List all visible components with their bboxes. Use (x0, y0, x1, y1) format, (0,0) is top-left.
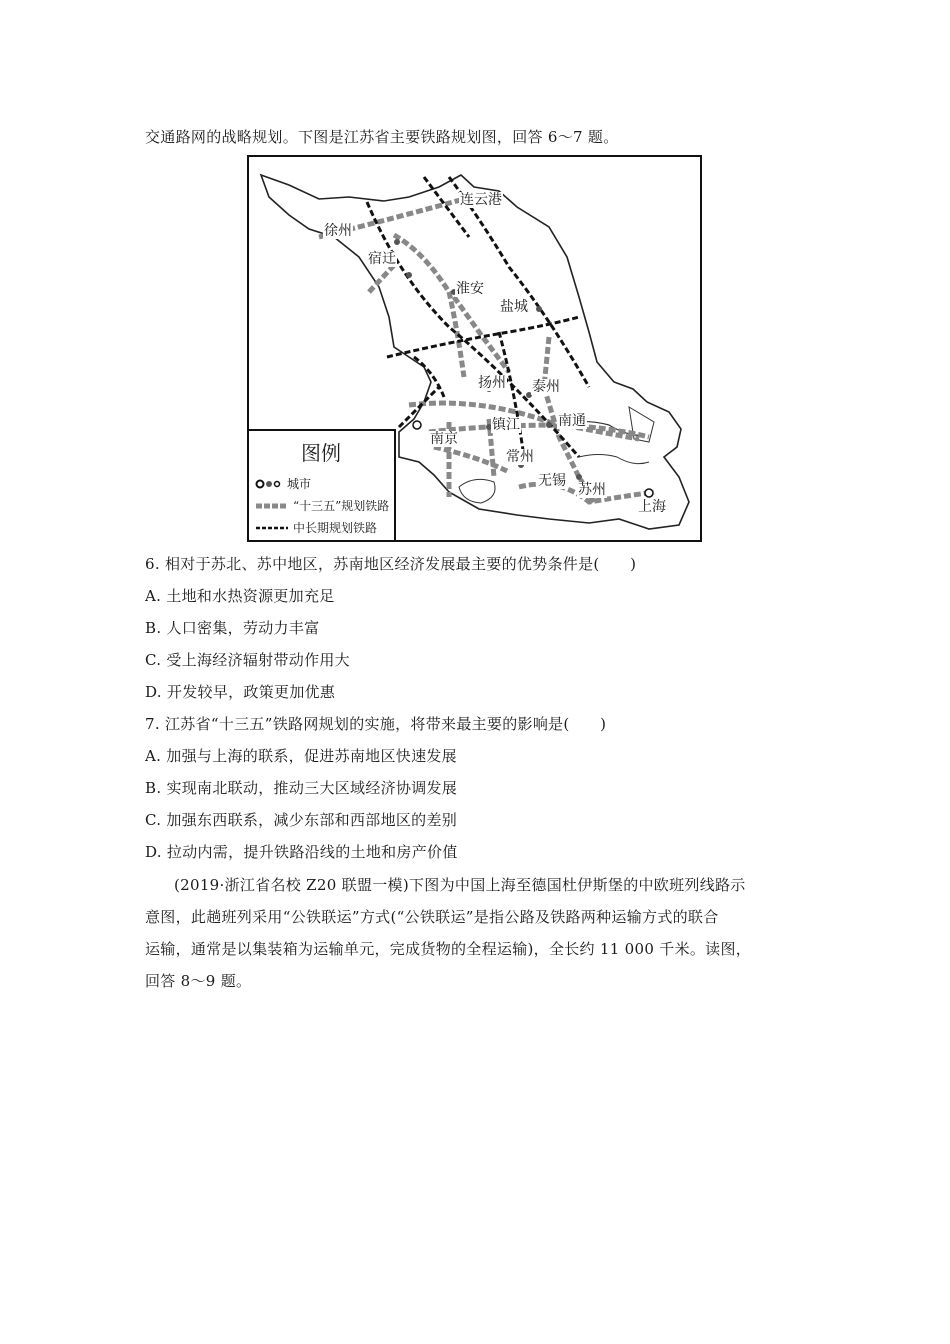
city-wuxi: 无锡 (538, 473, 566, 489)
city-symbol-icon (255, 479, 283, 489)
city-suzhou: 苏州 (578, 482, 606, 498)
city-zhenjiang: 镇江 (492, 417, 520, 433)
city-taizhou: 泰州 (532, 379, 560, 395)
passage-line-2: 意图，此趟班列采用“公铁联运”方式(“公铁联运”是指公路及铁路两种运输方式的联合 (145, 908, 719, 926)
city-shanghai: 上海 (638, 499, 666, 515)
legend-plan-135-label: “十三五”规划铁路 (293, 499, 390, 513)
city-lianyungang: 连云港 (460, 192, 502, 208)
grey-rail-line-icon (255, 501, 289, 511)
black-dashed-line-icon (255, 523, 289, 533)
city-suqian: 宿迁 (368, 251, 396, 267)
legend-long-term-label: 中长期规划铁路 (293, 521, 378, 535)
city-xuzhou: 徐州 (324, 223, 352, 239)
city-yancheng: 盐城 (500, 299, 528, 315)
question-7-option-d: D. 拉动内需，提升铁路沿线的土地和房产价值 (145, 843, 458, 861)
question-7-option-b: B. 实现南北联动，推动三大区域经济协调发展 (145, 779, 458, 797)
question-7-stem: 7. 江苏省“十三五”铁路网规划的实施，将带来最主要的影响是( ) (145, 715, 607, 733)
legend-plan-135 (255, 497, 389, 514)
passage-line-4: 回答 8～9 题。 (145, 972, 252, 990)
legend-title: 图例 (301, 441, 341, 465)
passage-line-3: 运输，通常是以集装箱为运输单元，完成货物的全程运输)，全长约 11 000 千米。读图， (145, 940, 752, 958)
question-6-option-d: D. 开发较早，政策更加优惠 (145, 683, 336, 701)
intro-text: 交通路网的战略规划。下图是江苏省主要铁路规划图，回答 6～7 题。 (145, 128, 619, 146)
map-legend (249, 429, 396, 542)
city-nantong: 南通 (558, 413, 586, 429)
jiangsu-railway-map (247, 155, 702, 542)
legend-city-label: 城市 (287, 477, 312, 491)
legend-city (255, 475, 311, 492)
question-6-stem: 6. 相对于苏北、苏中地区，苏南地区经济发展最主要的优势条件是( ) (145, 555, 637, 573)
question-6-option-a: A. 土地和水热资源更加充足 (145, 587, 335, 605)
city-changzhou: 常州 (506, 449, 534, 465)
city-nanjing: 南京 (430, 431, 458, 447)
question-6-option-b: B. 人口密集，劳动力丰富 (145, 619, 320, 637)
city-yangzhou: 扬州 (478, 375, 506, 391)
question-7-option-c: C. 加强东西联系，减少东部和西部地区的差别 (145, 811, 458, 829)
question-7-option-a: A. 加强与上海的联系，促进苏南地区快速发展 (145, 747, 457, 765)
legend-long-term (255, 519, 377, 536)
passage-line-1: (2019·浙江省名校 Z20 联盟一模)下图为中国上海至德国杜伊斯堡的中欧班列线路示 (174, 876, 746, 894)
city-huaian: 淮安 (456, 281, 484, 297)
question-6-option-c: C. 受上海经济辐射带动作用大 (145, 651, 350, 669)
